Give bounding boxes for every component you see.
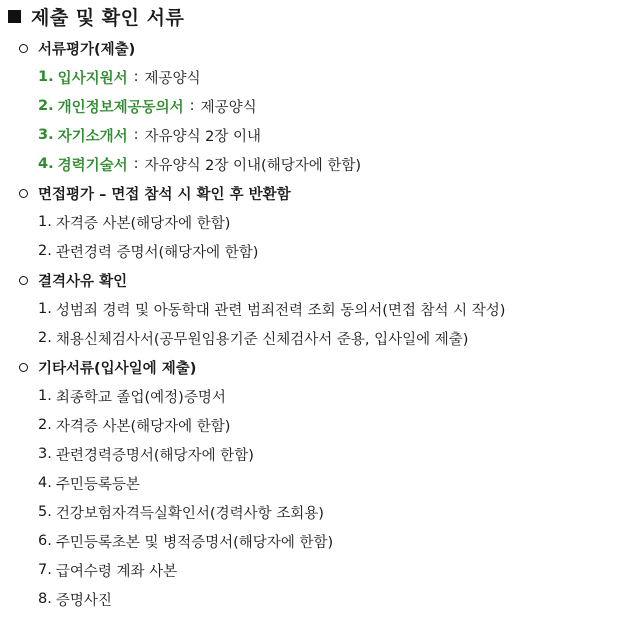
list-item-self-introduction (38, 124, 261, 146)
item-text: 증명사진 (55, 592, 112, 609)
title-text: 제출 및 확인 서류 (31, 6, 185, 29)
item-number: 5. (38, 504, 52, 520)
item-number: 1. (38, 388, 52, 404)
list-item (38, 298, 505, 320)
item-number: 1. (38, 69, 54, 85)
item-text: 최종학교 졸업(예정)증명서 (55, 389, 226, 406)
square-bullet-icon (8, 10, 21, 23)
item-text: 자격증 사본(해당자에 한함) (55, 418, 231, 435)
list-item (38, 414, 230, 436)
list-item (38, 501, 324, 523)
section-heading-text: 면접평가 – 면접 참석 시 확인 후 반환함 (38, 186, 291, 203)
item-separator: : (133, 69, 139, 85)
item-text: 자격증 사본(해당자에 한함) (55, 215, 231, 232)
list-item (38, 472, 140, 494)
circle-bullet-icon (19, 189, 28, 198)
item-name: 개인정보제공동의서 (57, 99, 184, 116)
item-number: 2. (38, 417, 52, 433)
section-heading-text: 결격사유 확인 (38, 273, 128, 290)
item-number: 4. (38, 156, 54, 172)
item-description: 제공양식 (144, 70, 201, 87)
item-number: 2. (38, 98, 54, 114)
list-item (38, 385, 226, 407)
circle-bullet-icon (19, 44, 28, 53)
item-number: 6. (38, 533, 52, 549)
item-name: 경력기술서 (57, 157, 128, 174)
list-item-privacy-consent (38, 95, 257, 117)
item-text: 관련경력증명서(해당자에 한함) (55, 447, 254, 464)
list-item (38, 327, 468, 349)
list-item (38, 240, 258, 262)
item-number: 7. (38, 562, 52, 578)
item-number: 1. (38, 301, 52, 317)
section-heading-text: 기타서류(입사일에 제출) (38, 360, 197, 377)
document-title (8, 4, 184, 28)
list-item (38, 530, 333, 552)
item-text: 채용신체검사서(공무원임용기준 신체검사서 준용, 입사일에 제출) (55, 331, 469, 348)
item-separator: : (133, 127, 139, 143)
section-heading-document-review (19, 37, 135, 59)
list-item-career-description (38, 153, 361, 175)
section-heading-disqualification-check (19, 269, 127, 291)
item-text: 주민등록등본 (55, 476, 140, 493)
item-name: 자기소개서 (57, 128, 128, 145)
circle-bullet-icon (19, 363, 28, 372)
list-item (38, 559, 177, 581)
item-number: 8. (38, 591, 52, 607)
list-item (38, 443, 254, 465)
list-item (38, 588, 112, 610)
item-name: 입사지원서 (57, 70, 128, 87)
item-number: 3. (38, 127, 54, 143)
item-number: 2. (38, 330, 52, 346)
section-heading-text: 서류평가(제출) (38, 41, 136, 58)
item-text: 건강보험자격득실확인서(경력사항 조회용) (55, 505, 324, 522)
item-number: 2. (38, 243, 52, 259)
list-item (38, 211, 230, 233)
section-heading-other-documents (19, 356, 196, 378)
item-text: 주민등록초본 및 병적증명서(해당자에 한함) (55, 534, 334, 551)
circle-bullet-icon (19, 276, 28, 285)
item-separator: : (133, 156, 139, 172)
item-separator: : (189, 98, 195, 114)
item-description: 제공양식 (200, 99, 257, 116)
item-number: 4. (38, 475, 52, 491)
section-heading-interview (19, 182, 291, 204)
item-description: 자유양식 2장 이내(해당자에 한함) (144, 157, 362, 174)
list-item-application-form (38, 66, 201, 88)
item-text: 급여수령 계좌 사본 (55, 563, 178, 580)
item-text: 성범죄 경력 및 아동학대 관련 범죄전력 조회 동의서(면접 참석 시 작성) (55, 302, 506, 319)
item-number: 1. (38, 214, 52, 230)
item-description: 자유양식 2장 이내 (144, 128, 262, 145)
item-text: 관련경력 증명서(해당자에 한함) (55, 244, 259, 261)
item-number: 3. (38, 446, 52, 462)
